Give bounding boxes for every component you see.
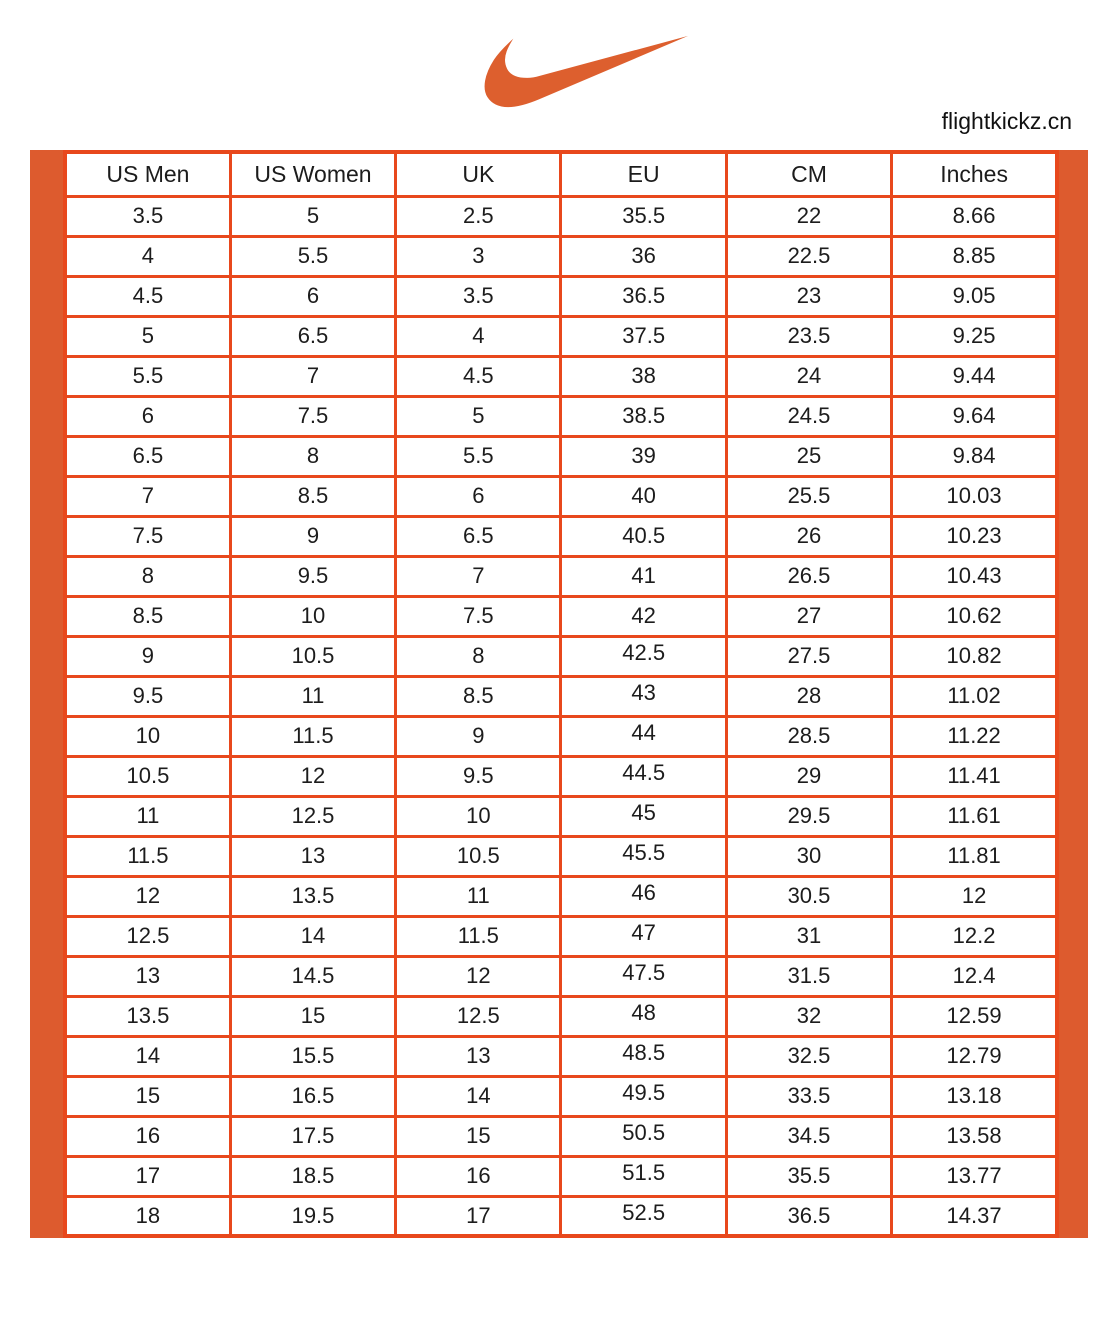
table-cell: 10.43: [892, 556, 1057, 596]
left-accent-strip: [30, 150, 63, 1238]
table-row: [65, 1076, 1057, 1116]
table-cell: 9.5: [65, 676, 230, 716]
masthead: [0, 0, 1100, 150]
column-header-eu: EU: [561, 152, 726, 196]
table-row: [65, 476, 1057, 516]
table-cell: 13: [396, 1036, 561, 1076]
column-header-cm: CM: [726, 152, 891, 196]
table-cell: 7.5: [396, 596, 561, 636]
column-header-us-men: US Men: [65, 152, 230, 196]
table-cell: 6: [396, 476, 561, 516]
table-cell: 5: [230, 196, 395, 236]
table-cell: 48: [561, 996, 726, 1036]
table-cell: 4: [65, 236, 230, 276]
table-cell: 13: [65, 956, 230, 996]
table-cell: 14: [65, 1036, 230, 1076]
table-cell: 8.85: [892, 236, 1057, 276]
table-cell: 2.5: [396, 196, 561, 236]
table-cell: 10: [65, 716, 230, 756]
table-cell: 18.5: [230, 1156, 395, 1196]
table-cell: 8: [396, 636, 561, 676]
table-cell: 14.37: [892, 1196, 1057, 1236]
table-cell: 15: [65, 1076, 230, 1116]
table-cell: 14: [396, 1076, 561, 1116]
table-cell: 3.5: [65, 196, 230, 236]
table-row: [65, 276, 1057, 316]
table-cell: 39: [561, 436, 726, 476]
table-cell: 3: [396, 236, 561, 276]
table-cell: 10: [396, 796, 561, 836]
table-cell: 6: [65, 396, 230, 436]
table-cell: 44: [561, 716, 726, 756]
table-cell: 4: [396, 316, 561, 356]
table-cell: 5: [65, 316, 230, 356]
table-cell: 11: [396, 876, 561, 916]
table-cell: 11.41: [892, 756, 1057, 796]
table-row: [65, 316, 1057, 356]
table-cell: 12.5: [65, 916, 230, 956]
table-row: [65, 1196, 1057, 1236]
table-cell: 30: [726, 836, 891, 876]
table-cell: 8: [65, 556, 230, 596]
table-cell: 13.77: [892, 1156, 1057, 1196]
table-cell: 10.62: [892, 596, 1057, 636]
table-cell: 9.84: [892, 436, 1057, 476]
table-cell: 45.5: [561, 836, 726, 876]
table-row: [65, 196, 1057, 236]
table-cell: 12: [65, 876, 230, 916]
table-cell: 13.58: [892, 1116, 1057, 1156]
table-row: [65, 836, 1057, 876]
table-row: [65, 716, 1057, 756]
table-cell: 12.4: [892, 956, 1057, 996]
table-cell: 10.5: [65, 756, 230, 796]
table-cell: 18: [65, 1196, 230, 1236]
table-cell: 43: [561, 676, 726, 716]
table-cell: 6.5: [396, 516, 561, 556]
nike-swoosh-path: [485, 36, 689, 107]
table-cell: 11.5: [396, 916, 561, 956]
table-cell: 45: [561, 796, 726, 836]
table-cell: 17: [396, 1196, 561, 1236]
table-cell: 35.5: [561, 196, 726, 236]
table-cell: 29: [726, 756, 891, 796]
table-cell: 8.66: [892, 196, 1057, 236]
table-cell: 22.5: [726, 236, 891, 276]
table-cell: 10.5: [396, 836, 561, 876]
table-cell: 5.5: [230, 236, 395, 276]
table-cell: 11.22: [892, 716, 1057, 756]
website-watermark: flightkickz.cn: [941, 108, 1072, 134]
table-cell: 52.5: [561, 1196, 726, 1236]
table-cell: 11: [230, 676, 395, 716]
table-cell: 13.5: [65, 996, 230, 1036]
table-cell: 27: [726, 596, 891, 636]
table-cell: 13.5: [230, 876, 395, 916]
table-cell: 9.05: [892, 276, 1057, 316]
table-cell: 10.23: [892, 516, 1057, 556]
table-cell: 41: [561, 556, 726, 596]
table-cell: 9.5: [396, 756, 561, 796]
table-cell: 4.5: [65, 276, 230, 316]
table-cell: 35.5: [726, 1156, 891, 1196]
table-row: [65, 1156, 1057, 1196]
table-cell: 9.44: [892, 356, 1057, 396]
table-cell: 50.5: [561, 1116, 726, 1156]
table-cell: 29.5: [726, 796, 891, 836]
table-cell: 47.5: [561, 956, 726, 996]
table-cell: 17: [65, 1156, 230, 1196]
table-cell: 36.5: [561, 276, 726, 316]
table-body: [65, 196, 1057, 1236]
table-cell: 47: [561, 916, 726, 956]
table-cell: 7.5: [65, 516, 230, 556]
table-cell: 13: [230, 836, 395, 876]
table-cell: 12.59: [892, 996, 1057, 1036]
table-cell: 7.5: [230, 396, 395, 436]
table-row: [65, 1036, 1057, 1076]
table-cell: 44.5: [561, 756, 726, 796]
table-cell: 12.5: [230, 796, 395, 836]
right-accent-strip: [1059, 150, 1088, 1238]
table-cell: 19.5: [230, 1196, 395, 1236]
table-cell: 9.5: [230, 556, 395, 596]
table-cell: 31: [726, 916, 891, 956]
table-row: [65, 596, 1057, 636]
table-row: [65, 236, 1057, 276]
table-cell: 28.5: [726, 716, 891, 756]
table-cell: 10: [230, 596, 395, 636]
table-cell: 26.5: [726, 556, 891, 596]
table-cell: 9.64: [892, 396, 1057, 436]
table-cell: 12: [230, 756, 395, 796]
table-cell: 8: [230, 436, 395, 476]
table-row: [65, 396, 1057, 436]
table-cell: 49.5: [561, 1076, 726, 1116]
table-cell: 11.81: [892, 836, 1057, 876]
table-row: [65, 516, 1057, 556]
table-cell: 12.2: [892, 916, 1057, 956]
table-cell: 42.5: [561, 636, 726, 676]
table-cell: 11.02: [892, 676, 1057, 716]
table-cell: 36.5: [726, 1196, 891, 1236]
table-cell: 9.25: [892, 316, 1057, 356]
table-cell: 7: [65, 476, 230, 516]
table-cell: 27.5: [726, 636, 891, 676]
table-cell: 11.5: [65, 836, 230, 876]
table-cell: 4.5: [396, 356, 561, 396]
table-row: [65, 916, 1057, 956]
table-cell: 11.61: [892, 796, 1057, 836]
table-cell: 7: [396, 556, 561, 596]
size-conversion-table: [63, 150, 1059, 1238]
table-cell: 8.5: [65, 596, 230, 636]
table-row: [65, 996, 1057, 1036]
table-cell: 25: [726, 436, 891, 476]
table-cell: 14.5: [230, 956, 395, 996]
table-cell: 10.03: [892, 476, 1057, 516]
table-cell: 10.5: [230, 636, 395, 676]
table-cell: 51.5: [561, 1156, 726, 1196]
nike-swoosh-icon: [452, 24, 722, 119]
table-cell: 16.5: [230, 1076, 395, 1116]
table-cell: 38: [561, 356, 726, 396]
table-cell: 14: [230, 916, 395, 956]
table-cell: 12.5: [396, 996, 561, 1036]
table-cell: 25.5: [726, 476, 891, 516]
table-cell: 33.5: [726, 1076, 891, 1116]
table-cell: 36: [561, 236, 726, 276]
table-cell: 15: [230, 996, 395, 1036]
table-row: [65, 636, 1057, 676]
column-header-us-women: US Women: [230, 152, 395, 196]
table-cell: 37.5: [561, 316, 726, 356]
table-cell: 32.5: [726, 1036, 891, 1076]
table-row: [65, 556, 1057, 596]
column-header-uk: UK: [396, 152, 561, 196]
table-head: [65, 152, 1057, 196]
table-cell: 23.5: [726, 316, 891, 356]
table-cell: 40: [561, 476, 726, 516]
table-cell: 10.82: [892, 636, 1057, 676]
table-cell: 12: [892, 876, 1057, 916]
table-cell: 9: [396, 716, 561, 756]
table-cell: 8.5: [230, 476, 395, 516]
table-cell: 40.5: [561, 516, 726, 556]
table-row: [65, 436, 1057, 476]
table-cell: 5.5: [65, 356, 230, 396]
table-row: [65, 756, 1057, 796]
table-cell: 28: [726, 676, 891, 716]
table-cell: 5: [396, 396, 561, 436]
table-row: [65, 796, 1057, 836]
table-cell: 13.18: [892, 1076, 1057, 1116]
table-cell: 31.5: [726, 956, 891, 996]
table-cell: 32: [726, 996, 891, 1036]
table-cell: 11.5: [230, 716, 395, 756]
table-cell: 9: [230, 516, 395, 556]
table-cell: 23: [726, 276, 891, 316]
size-chart: [30, 150, 1088, 1238]
table-cell: 16: [396, 1156, 561, 1196]
table-row: [65, 356, 1057, 396]
table-row: [65, 676, 1057, 716]
table-cell: 34.5: [726, 1116, 891, 1156]
table-cell: 11: [65, 796, 230, 836]
table-cell: 8.5: [396, 676, 561, 716]
table-cell: 42: [561, 596, 726, 636]
table-cell: 38.5: [561, 396, 726, 436]
table-cell: 48.5: [561, 1036, 726, 1076]
table-row: [65, 876, 1057, 916]
table-cell: 15.5: [230, 1036, 395, 1076]
table-cell: 17.5: [230, 1116, 395, 1156]
table-cell: 7: [230, 356, 395, 396]
table-cell: 22: [726, 196, 891, 236]
table-row: [65, 1116, 1057, 1156]
table-cell: 3.5: [396, 276, 561, 316]
table-cell: 12: [396, 956, 561, 996]
table-cell: 16: [65, 1116, 230, 1156]
table-cell: 26: [726, 516, 891, 556]
table-cell: 9: [65, 636, 230, 676]
table-cell: 15: [396, 1116, 561, 1156]
header-row: [65, 152, 1057, 196]
table-cell: 46: [561, 876, 726, 916]
column-header-inches: Inches: [892, 152, 1057, 196]
table-cell: 6.5: [65, 436, 230, 476]
table-cell: 24.5: [726, 396, 891, 436]
table-row: [65, 956, 1057, 996]
table-cell: 30.5: [726, 876, 891, 916]
table-cell: 24: [726, 356, 891, 396]
table-cell: 6.5: [230, 316, 395, 356]
table-cell: 12.79: [892, 1036, 1057, 1076]
table-cell: 6: [230, 276, 395, 316]
table-cell: 5.5: [396, 436, 561, 476]
